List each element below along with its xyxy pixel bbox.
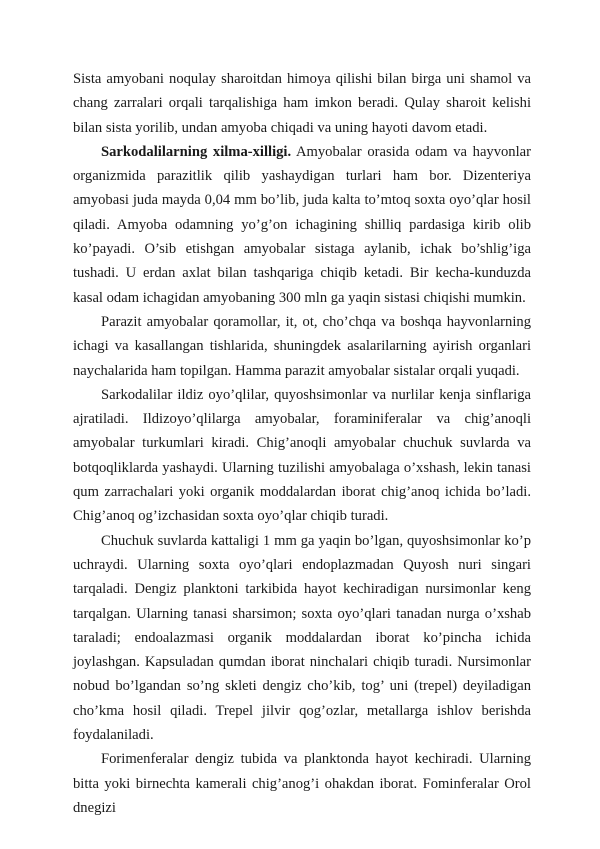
- paragraph: [73, 67, 531, 140]
- paragraph-with-heading: [73, 140, 531, 310]
- paragraph-text: Parazit amyobalar qoramollar, it, ot, cho’chqa va boshqa hayvonlarning ichagi va kasallangan tishlarida, shuningdek asalarilarning ayirish organlari naychalarida ham topilgan. Hamma parazit amyobalar sistalar orqali yuqadi.: [73, 313, 531, 379]
- document-page: [73, 67, 531, 820]
- paragraph-text: Sarkodalilar ildiz oyo’qlilar, quyoshsimonlar va nurlilar kenja sinflariga ajratiladi. Ildizoyo’qlilarga amyobalar, foraminiferalar va chig’anoqli amyobalar turkumlari kiradi. Chig’anoqli amyobalar chuchuk suvlarda va botqoqliklarda yashaydi. Ularning tuzilishi amyobalaga o’xshash, lekin tanasi qum zarrachalari yoki organik moddalardan iborat chig’anoq ichida bo’ladi. Chig’anoq og’izchasidan soxta oyo’qlar chiqib turadi.: [73, 386, 531, 525]
- paragraph: [73, 529, 531, 748]
- paragraph: [73, 747, 531, 820]
- paragraph: [73, 383, 531, 529]
- paragraph: [73, 310, 531, 383]
- section-heading: Sarkodalilarning xilma-xilligi.: [101, 143, 292, 160]
- paragraph-text: Chuchuk suvlarda kattaligi 1 mm ga yaqin bo’lgan, quyoshsimonlar ko’p uchraydi. Ularning soxta oyo’qlari endoplazmadan Quyosh nuri singari tarqaladi. Dengiz planktoni tarkibida hayot kechiradigan nursimonlar keng tarqalgan. Ularning tanasi sharsimon; soxta oyo’qlari tanadan nurga o’xshab taraladi; endoalazmasi organik moddalardan iborat ko’pincha ichida joylashgan. Kapsuladan qumdan iborat ninchalari chiqib turadi. Nursimonlar nobud bo’lgandan so’ng skleti dengiz cho’kib, tog’ uni (trepel) deyiladigan cho’kma hosil qiladi. Trepel jilvir qog’ozlar, metallarga ishlov berishda foydalaniladi.: [73, 532, 531, 744]
- paragraph-text: Sista amyobani noqulay sharoitdan himoya qilishi bilan birga uni shamol va chang zarralari orqali tarqalishiga ham imkon beradi. Qulay sharoit kelishi bilan sista yorilib, undan amyoba chiqadi va uning hayoti davom etadi.: [73, 71, 531, 136]
- paragraph-text: Forimenferalar dengiz tubida va planktonda hayot kechiradi. Ularning bitta yoki birnechta kamerali chig’anog’i ohakdan iborat. Fominferalar Orol dnegizi: [73, 751, 531, 816]
- paragraph-text: Amyobalar orasida odam va hayvonlar organizmida parazitlik qilib yashaydigan turlari ham bor. Dizenteriya amyobasi juda mayda 0,04 mm bo’lib, juda kalta to’mtoq soxta oyo’qlar hosil qiladi. Amyoba odamning yo’g’on ichagining shilliq pardasiga kirib olib ko’payadi. O’sib etishgan amyobalar sistaga aylanib, ichak bo’shlig’iga tushadi. U erdan axlat bilan tashqariga chiqib ketadi. Bir kecha-kunduzda kasal odam ichagidan amyobaning 300 mln ga yaqin sistasi chiqishi mumkin.: [73, 143, 531, 306]
